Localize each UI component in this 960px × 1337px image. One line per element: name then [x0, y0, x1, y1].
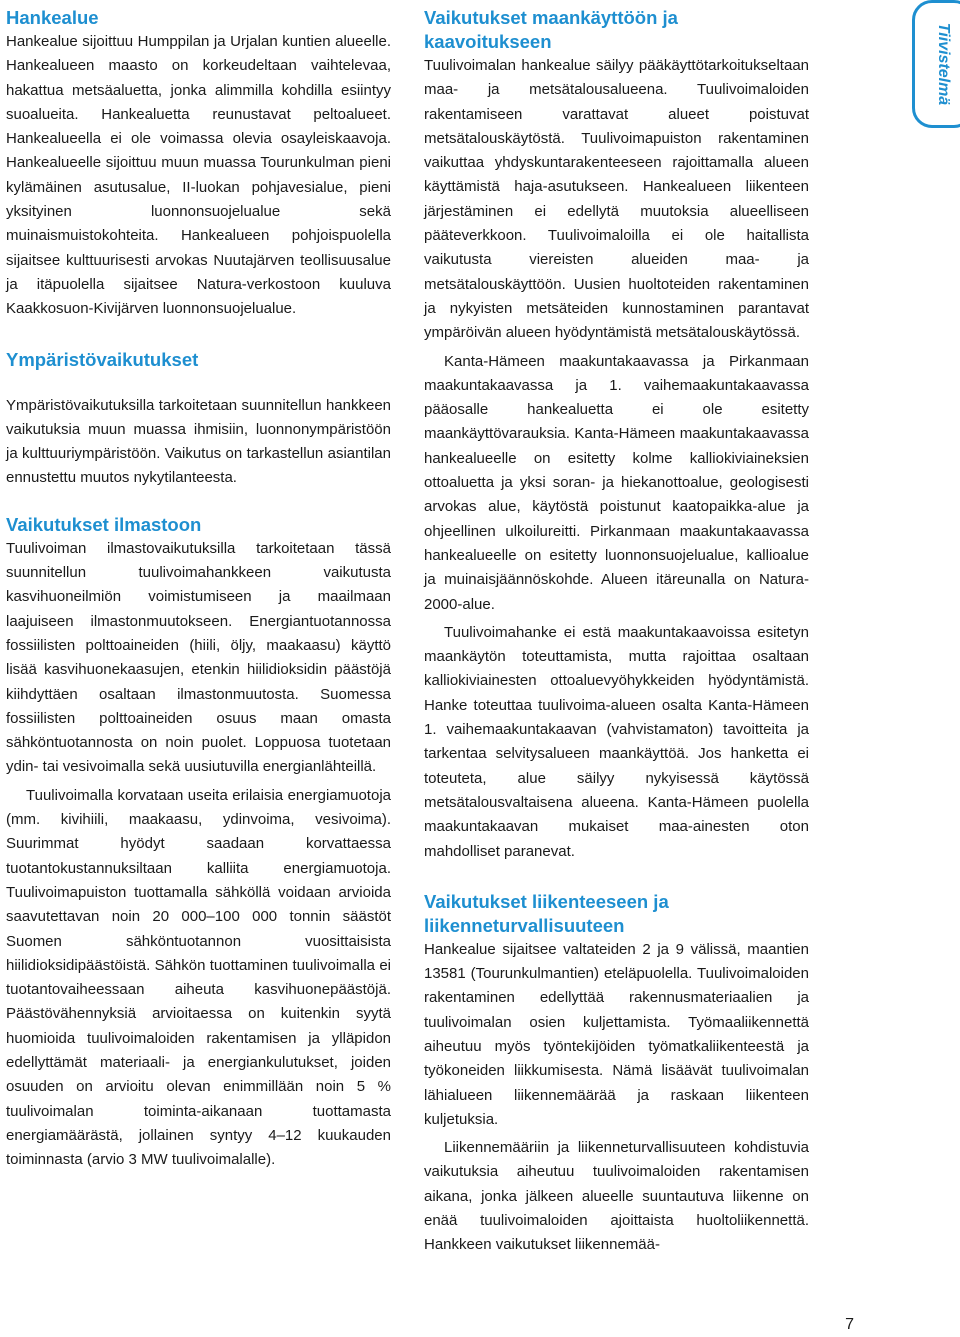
paragraph-maankaytto-2: Kanta-Hämeen maakuntakaavassa ja Pirkanmaan maakuntakaavassa ja 1. vaihemaakuntakaavassa pääosalle hankealuetta ei ole esitetty maankäyttövarauksia. Kanta-Hämeen maakuntakaavassa hankealueelle on esitetty kolme kalliokiviaineksien ottoaluetta ja yksi soran- ja hiekanottoalue, geologisesti arvokas alue, käytöstä poistunut kaatopaikka-alue ja ohjeellinen ulkoilureitti. Pirkanmaan maakuntakaavassa hankealueelle on esitetty luonnonsuojelualue, kallioalue ja muinaisjäännöskohde. Alueen itäreunalla on Natura-2000-alue. [424, 352, 809, 613]
heading-ymparistovaikutukset: Ympäristövaikutukset [6, 348, 199, 370]
paragraph-maankaytto-3: Tuulivoimahanke ei estä maakuntakaavoissa esitetyn maankäytön toteuttamista, mutta rajoittaa osaltaan kalliokiviainesten ottoaluevyöhykkeiden hyödyntämistä. Hanke toteuttaa tuulivoima-alueen osalta Kanta-Hämeen 1. vaihemaakuntakaavan (vahvistamaton) tavoitteita ja tarkentaa selvitysalueen maankäyttöä. Jos hanketta ei toteuteta, alue säilyy nykyisessä käytössä metsätalousvaltaisena alueena. Kanta-Hämeen puolella maakuntakaavan mukaiset maa-ainesten oton mahdolliset paranevat. [424, 623, 809, 860]
paragraph-ymparistovaikutukset: Ympäristövaikutuksilla tarkoitetaan suunnitellun hankkeen vaikutuksia muun muassa ihmisiin, luonnonympäristöön ja kulttuuriympäristöön. Vaikutus on tarkastellun asiantilan ennustettu muutos nykytilanteesta. [6, 396, 391, 487]
section-tab-label: Tiivistelmä [935, 22, 952, 106]
paragraph-liikenne-1: Hankealue sijaitsee valtateiden 2 ja 9 välissä, maantien 13581 (Tourunkulmantien) eteläpuolella. Tuulivoimaloiden rakentaminen edellyttää rakennusmateriaalien ja tuulivoimalan osien kuljettamista. Työmaaliikennettä aiheutuu myös työntekijöiden työmatkaliikenteestä ja työkoneiden liikkumisesta. Nämä lisäävät tuulivoimalan lähialueen liikennemäärää ja raskaan liikenteen kuljetuksia. [424, 940, 809, 1128]
left-column [6, 6, 391, 1172]
heading-ilmasto: Vaikutukset ilmastoon [6, 513, 202, 535]
right-column [424, 6, 809, 1258]
heading-maankaytto: Vaikutukset maankäyttöön ja kaavoitukseen [424, 7, 678, 52]
paragraph-ilmasto-2: Tuulivoimalla korvataan useita erilaisia energiamuotoja (mm. kivihiili, maakaasu, ydinvoima, vesivoima). Suurimmat hyödyt saadaan korvattaessa tuotantokustannuksiltaan kalliita energiamuotoja. Tuulivoimapuiston tuottamalla sähköllä voidaan arvioida saavutettavan noin 20 000–100 000 tonnin säästöt Suomen sähköntuotannon vuosittaisista hiilidioksidipäästöistä. Sähkön tuottaminen tuulivoimalla ei tuotantovaiheessaan aiheuta kasvihuonepäästöjä. Päästövähennyksiä arvioitaessa on kuitenkin syytä huomioida tuulivoimaloiden rakentamisen ja ylläpidon edellyttämät materiaali- ja energiankulutukset, joiden osuuden on arvioitu olevan enimmillään noin 5 % tuulivoimalan toiminta-aikanaan tuottamasta energiamäärästä, jollainen syntyy 4–12 kuukauden toiminnasta (arvio 3 MW tuulivoimalalle). [6, 786, 391, 1169]
page-number: 7 [845, 1316, 854, 1333]
heading-liikenne: Vaikutukset liikenteeseen ja liikenneturvallisuuteen [424, 890, 669, 936]
section-tab [912, 0, 960, 128]
paragraph-ilmasto-1: Tuulivoiman ilmastovaikutuksilla tarkoitetaan tässä suunnitellun tuulivoimahankkeen vaikutusta kasvihuoneilmiön voimistumiseen ja maailmaan laajuiseen ilmastonmuutokseen. Energiantuotannossa fossiilisten polttoaineiden (hiili, öljy, maakaasu) käyttö lisää kasvihuonekaasujen, etenkin hiilidioksidin päästöjä kiihdyttäen osaltaan ilmastonmuutosta. Suomessa fossiilisten polttoaineiden osuus maan omasta sähköntuotannosta on noin puolet. Loppuosa tuotetaan ydin- tai vesivoimalla sekä uusiutuvilla energianlähteillä. [6, 539, 391, 776]
heading-hankealue: Hankealue [6, 7, 99, 28]
paragraph-liikenne-2: Liikennemääriin ja liikenneturvallisuuteen kohdistuvia vaikutuksia aiheutuu tuulivoimaloiden rakentamisen aikana, jonka jälkeen alueelle suuntautuva liikenne on enää tuulivoimaloiden ajoittaista huoltoliikennettä. Hankkeen vaikutukset liikennemää- [424, 1139, 809, 1254]
paragraph-maankaytto-1: Tuulivoimalan hankealue säilyy pääkäyttötarkoitukseltaan maa- ja metsätalousalueena. Tuulivoimaloiden rakentamiseen varattavat alueet poistuvat metsätalouskäytöstä. Tuulivoimapuiston rakentaminen vaikuttaa yhdyskuntarakenteeseen rajoittamalla alueen käyttämistä haja-asutukseen. Hankealueen liikenteen järjestäminen ei edellytä muutoksia alueelliseen pääteverkkoon. Tuulivoimaloilla ei ole haitallista vaikutusta viereisten alueiden maa- ja metsätalouskäyttöön. Uusien huoltoteiden rakentaminen ja nykyisten metsäteiden kunnostaminen parantavat ympäröivän alueen hyödyntämistä metsätalouskäytössä. [424, 57, 809, 342]
paragraph-hankealue: Hankealue sijoittuu Humppilan ja Urjalan kuntien alueelle. Hankealueen maasto on korkeudeltaan vaihtelevaa, hakattua metsäaluetta, jonka alimmilla kohdilla esiintyy suoalueita. Hankealuetta reunustavat peltoalueet. Hankealueella ei ole voimassa olevia osayleiskaavoja. Hankealueelle sijoittuu muun muassa Tourunkulman pieni kylämäinen asutusalue, II-luokan pohjavesialue, pieni yksityinen luonnonsuojelualue sekä muinaismuistokohteita. Hankealueen pohjoispuolella sijaitsee kulttuurisesti arvokas Nuutajärven teollisuusalue ja itäpuolella sijaitsee Natura-verkostoon kuuluva Kaakkosuon-Kivijärven luonnonsuojelualue. [6, 33, 391, 318]
